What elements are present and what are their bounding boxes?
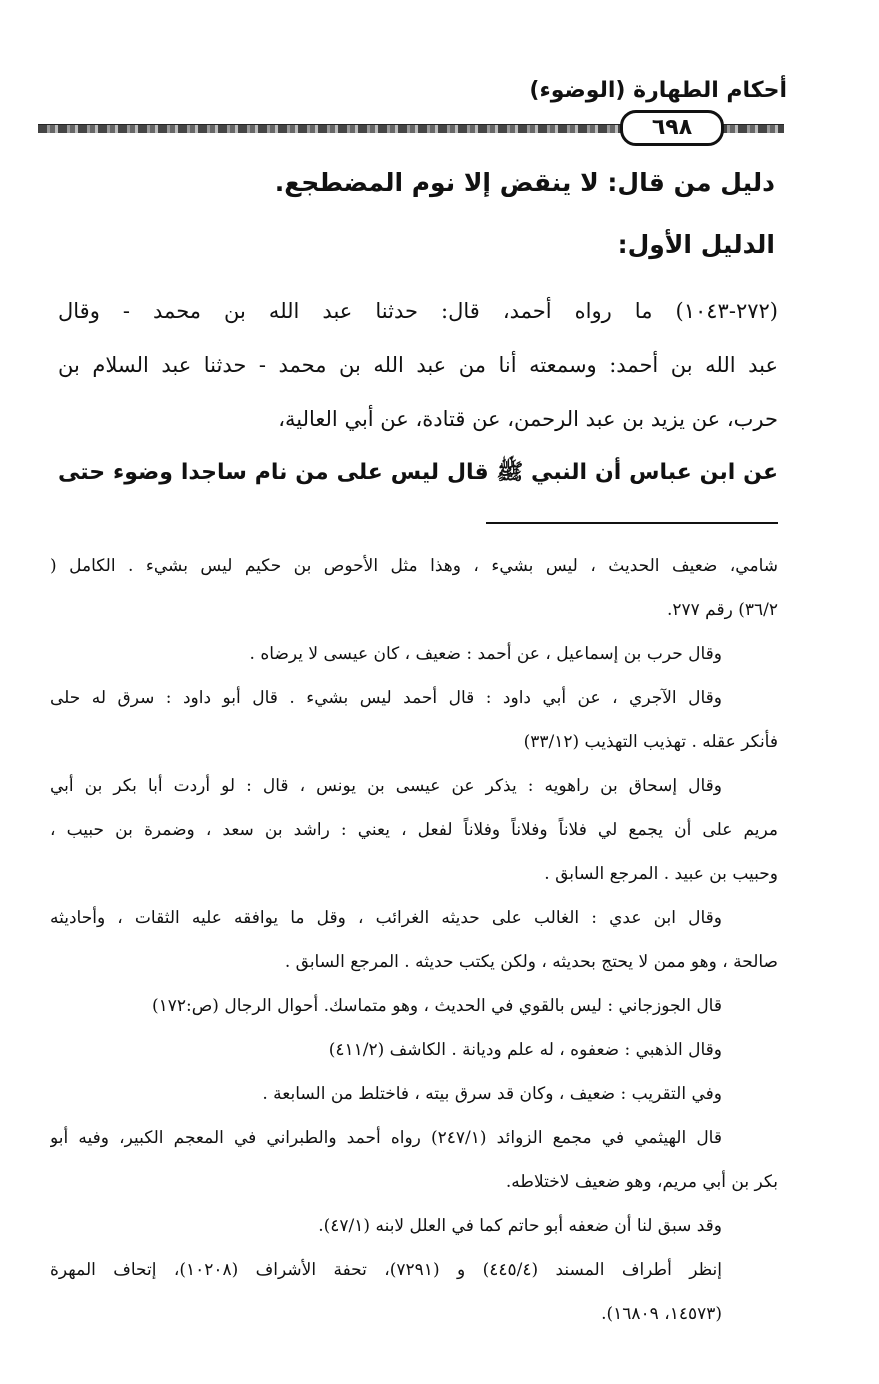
main-text-line: حرب، عن يزيد بن عبد الرحمن، عن قتادة، عن أبي العالية، [278,407,778,431]
footnote-line: بكر بن أبي مريم، وهو ضعيف لاختلاطه. [505,1172,778,1192]
footnote-line: (١٤٥٧٣، ١٦٨٠٩). [601,1304,722,1324]
footnote-line: شامي، ضعيف الحديث ، ليس بشيء ، وهذا مثل الأحوص بن حكيم ليس بشيء . الكامل ( [50,556,778,576]
footnote-line: وقال الذهبي : ضعفوه ، له علم وديانة . الكاشف (٤١١/٢) [328,1040,722,1060]
main-text-line: عبد الله بن أحمد: وسمعته أنا من عبد الله بن محمد - حدثنا عبد السلام بن [58,353,778,377]
footnote-line: إنظر أطراف المسند (٤٤٥/٤) و (٧٢٩١)، تحفة الأشراف (١٠٢٠٨)، إتحاف المهرة [50,1260,722,1280]
main-text-line: (٢٧٢-١٠٤٣) ما رواه أحمد، قال: حدثنا عبد الله بن محمد - وقال [58,299,778,323]
footnotes [50,544,778,1336]
page-number: ٦٩٨ [620,110,724,146]
footnote-line: فأنكر عقله . تهذيب التهذيب (٣٣/١٢) [523,732,778,752]
footnote-line: وقد سبق لنا أن ضعفه أبو حاتم كما في العلل لابنه (٤٧/١). [318,1216,722,1236]
main-text [58,284,778,500]
subsection-heading: الدليل الأول: [617,230,775,259]
footnote-line: وقال إسحاق بن راهويه : يذكر عن عيسى بن يونس ، قال : لو أردت أبا بكر بن أبي [50,776,722,796]
footnote-line: وقال الآجري ، عن أبي داود : قال أحمد ليس بشيء . قال أبو داود : سرق له حلى [50,688,722,708]
footnote-line: مريم على أن يجمع لي فلاناً وفلاناً وفلاناً لفعل ، يعني : راشد بن سعد ، وضمرة بن حبيب ، [50,820,778,840]
footnote-line: قال الهيثمي في مجمع الزوائد (٢٤٧/١) رواه أحمد والطبراني في المعجم الكبير، وفيه أبو [50,1128,722,1148]
footnote-line: وقال حرب بن إسماعيل ، عن أحمد : ضعيف ، كان عيسى لا يرضاه . [249,644,722,664]
footnote-line: ٣٦/٢) رقم ٢٧٧. [666,600,778,620]
footnote-separator [486,522,778,524]
hadith-text-line: عن ابن عباس أن النبي ﷺ قال ليس على من نام ساجدا وضوء حتى [58,460,778,485]
footnote-line: قال الجوزجاني : ليس بالقوي في الحديث ، وهو متماسك. أحوال الرجال (ص:١٧٢) [151,996,722,1016]
section-heading: دليل من قال: لا ينقض إلا نوم المضطجع. [274,168,775,197]
footnote-line: صالحة ، وهو ممن لا يحتج بحديثه ، ولكن يكتب حديثه . المرجع السابق . [284,952,778,972]
footnote-line: وقال ابن عدي : الغالب على حديثه الغرائب ، وقل ما يوافقه عليه الثقات ، وأحاديثه [50,908,722,928]
footnote-line: وحبيب بن عبيد . المرجع السابق . [544,864,778,884]
footnote-line: وفي التقريب : ضعيف ، وكان قد سرق بيته ، فاختلط من السابعة . [262,1084,722,1104]
running-header-title: أحكام الطهارة (الوضوء) [529,78,787,103]
